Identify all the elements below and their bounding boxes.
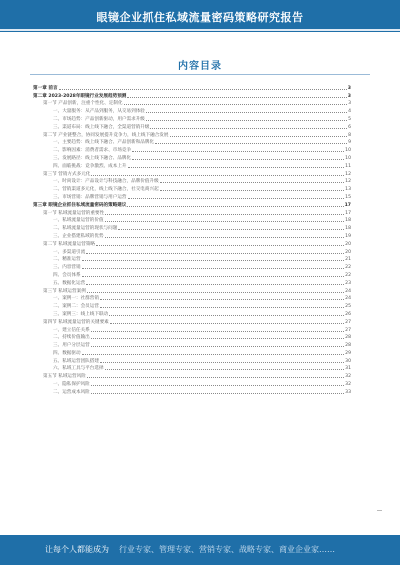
toc-entry-title: 第二章 2023-2028年眼镜行业发展趋势预测 [33,93,127,99]
toc-leader-dots [91,331,344,332]
toc-entry-title: 第三节 私域运营案例 [43,288,86,294]
toc-entry-page: 20 [345,241,351,247]
toc-entry[interactable] [33,223,351,231]
toc-entry-page: 3 [347,93,351,99]
toc-leader-dots [127,206,343,207]
toc-entry-title: 二、影响因素：消费者需求、市场竞争 [53,148,132,154]
toc-entry-title: 第一节 产品创新，注重个性化、定制化 [43,101,123,107]
toc-entry-title: 第二节 产业链整合，协同发展提升竞争力，线上线下融合发展 [43,132,169,138]
toc-entry-page: 28 [345,343,351,349]
toc-entry[interactable] [33,379,351,387]
toc-entry[interactable] [33,255,351,263]
toc-entry-page: 27 [345,327,351,333]
toc-leader-dots [100,307,344,308]
toc-entry[interactable] [33,247,351,255]
toc-entry-title: 第五节 私域运营风险 [43,374,86,380]
toc-leader-dots [146,120,347,121]
toc-leader-dots [128,198,345,199]
toc-entry-title: 六、私域工具与平台选择 [53,366,104,372]
toc-leader-dots [91,338,344,339]
toc-entry-title: 二、精准运营 [53,257,81,263]
toc-leader-dots [118,229,344,230]
toc-entry-title: 第三章 眼镜企业抓住私域流量密码的策略建议 [33,202,127,208]
toc-entry-title: 二、持续价值输出 [53,335,90,341]
toc-entry-title: 四、数据驱动 [53,350,81,356]
toc-entry[interactable] [33,130,351,138]
toc-entry[interactable] [33,286,351,294]
toc-entry-title: 一、建立信任关系 [53,327,90,333]
toc-leader-dots [87,292,344,293]
toc-entry-title: 二、营销渠道多元化，线上线下融合，社交电商兴起 [53,187,159,193]
toc-entry[interactable] [33,114,351,122]
toc-heading-rule [30,74,370,75]
toc-leader-dots [132,151,344,152]
toc-entry-page: 24 [345,296,351,302]
toc-entry-page: 19 [345,233,351,239]
toc-entry-title: 一、案例一：社群营销 [53,296,99,302]
toc-entry-page: 22 [345,265,351,271]
toc-leader-dots [155,143,347,144]
toc-leader-dots [105,214,344,215]
toc-entry[interactable] [33,333,351,341]
table-of-contents [33,83,351,395]
toc-entry-title: 二、运营成本风险 [53,389,90,395]
toc-entry-page: 11 [345,163,351,169]
toc-entry-page: 33 [345,389,351,395]
report-header [0,0,400,32]
toc-entry-title: 二、案例二：会员运营 [53,304,99,310]
report-footer [0,535,400,565]
footer-roles: 行业专家、管理专家、营销专家、战略专家、商业企业家…… [119,545,335,554]
toc-entry-title: 第四节 私域流量运营的关键要素 [43,319,109,325]
toc-leader-dots [160,190,344,191]
toc-entry[interactable] [33,184,351,192]
toc-entry-page: 17 [345,210,351,216]
toc-entry[interactable] [33,231,351,239]
toc-entry-page: 21 [345,257,351,263]
toc-leader-dots [100,362,344,363]
toc-entry[interactable] [33,91,351,99]
toc-entry-page: 20 [345,249,351,255]
toc-entry-title: 三、市场营销：品牌营销与用户运营 [53,194,127,200]
toc-entry-page: 30 [345,358,351,364]
toc-entry[interactable] [33,169,351,177]
toc-entry-page: 8 [348,132,351,138]
footer-lead: 让每个人都能成为 [45,545,109,554]
toc-leader-dots [86,284,344,285]
toc-leader-dots [82,354,345,355]
toc-heading: 内容目录 [178,61,222,72]
toc-leader-dots [110,323,344,324]
toc-entry-title: 二、市场趋势：产品创新驱动，用户需求升级 [53,116,145,122]
toc-leader-dots [105,369,345,370]
report-title: 眼镜企业抓住私域流量密码策略研究报告 [96,11,304,24]
toc-entry[interactable] [33,145,351,153]
toc-leader-dots [105,221,345,222]
toc-entry-title: 三、内容营销 [53,265,81,271]
toc-leader-dots [59,89,347,90]
toc-leader-dots [160,182,344,183]
toc-entry[interactable] [33,364,351,372]
toc-entry-page: 18 [345,226,351,232]
toc-entry[interactable] [33,278,351,286]
toc-entry-page: 23 [345,280,351,286]
toc-entry[interactable] [33,371,351,379]
toc-entry-title: 五、私域运营团队搭建 [53,358,99,364]
toc-entry-title: 一、私域流量运营的价值 [53,218,104,224]
toc-entry[interactable] [33,99,351,107]
toc-entry-page: 32 [345,382,351,388]
toc-leader-dots [128,167,345,168]
toc-entry-title: 三、渠道布局：线上线下融合，全渠道营销升级 [53,124,150,130]
toc-leader-dots [150,128,347,129]
toc-entry-page: 25 [345,304,351,310]
toc-leader-dots [82,260,345,261]
toc-leader-dots [105,237,345,238]
toc-leader-dots [91,385,344,386]
toc-entry-title: 第二节 私域流量运营策略 [43,241,95,247]
toc-entry[interactable] [33,122,351,130]
toc-entry-title: 三、用户分层运营 [53,343,90,349]
toc-entry-title: 一、多渠道引流 [53,249,86,255]
toc-entry-page: 31 [345,366,351,372]
toc-entry-page: 4 [348,109,351,115]
toc-leader-dots [86,253,344,254]
toc-entry[interactable] [33,270,351,278]
toc-entry-page: 29 [345,350,351,356]
toc-entry[interactable] [33,262,351,270]
toc-entry[interactable] [33,301,351,309]
toc-entry[interactable] [33,200,351,208]
toc-entry-page: 12 [345,171,351,177]
header-divider [0,29,400,31]
toc-entry-page: 3 [347,85,351,91]
toc-leader-dots [146,112,347,113]
toc-entry-page: 27 [345,319,351,325]
toc-leader-dots [96,245,344,246]
toc-entry[interactable] [33,325,351,333]
toc-entry[interactable] [33,138,351,146]
toc-entry[interactable] [33,317,351,325]
toc-entry[interactable] [33,192,351,200]
toc-entry-page: 22 [345,272,351,278]
toc-entry-title: 第三节 营销方式多元化 [43,171,91,177]
toc-leader-dots [109,315,344,316]
toc-entry-title: 一、隐私保护风险 [53,382,90,388]
toc-entry-title: 第一节 私域流量运营的重要性 [43,210,105,216]
toc-entry-page: 12 [345,179,351,185]
toc-entry-page: 26 [345,311,351,317]
toc-entry[interactable] [33,239,351,247]
toc-entry[interactable] [33,208,351,216]
toc-leader-dots [100,299,344,300]
toc-entry-title: 一、时尚设计：产品设计与科技融合，品牌价值升级 [53,179,159,185]
toc-entry[interactable] [33,348,351,356]
toc-entry[interactable] [33,309,351,317]
toc-entry-title: 一、大量服务：从产品到服务，从交易到体验 [53,109,145,115]
toc-entry-page: 18 [345,218,351,224]
footer-slogan [45,544,335,555]
toc-entry-page: 28 [345,335,351,341]
toc-leader-dots [82,268,345,269]
toc-entry[interactable] [33,340,351,348]
toc-entry[interactable] [33,161,351,169]
toc-entry-page: 6 [348,124,351,130]
toc-entry-page: 32 [345,374,351,380]
toc-entry[interactable] [33,177,351,185]
toc-leader-dots [91,175,344,176]
toc-entry-title: 三、发展路径：线上线下融合、品牌化 [53,155,132,161]
toc-entry[interactable] [33,153,351,161]
toc-entry-title: 二、私域流量运营的现状与问题 [53,226,118,232]
toc-leader-dots [124,104,348,105]
toc-entry-page: 10 [345,148,351,154]
toc-entry[interactable] [33,387,351,395]
toc-entry-title: 一、主要趋势：线上线下融合、产品创新和品牌化 [53,140,155,146]
toc-entry-title: 四、会员体系 [53,272,81,278]
toc-entry[interactable] [33,216,351,224]
toc-leader-dots [127,97,346,98]
toc-entry-page: 5 [348,116,351,122]
toc-entry-page: 10 [345,155,351,161]
toc-entry-page: 17 [344,202,351,208]
toc-entry[interactable] [33,356,351,364]
toc-entry-page: 9 [348,140,351,146]
toc-entry-title: 三、企业搭建私域的优势 [53,233,104,239]
toc-leader-dots [132,159,344,160]
toc-leader-dots [82,276,345,277]
toc-entry-title: 四、面临挑战：竞争激烈、成本上升 [53,163,127,169]
toc-entry-page: 15 [345,194,351,200]
page-mark [377,510,382,511]
toc-entry-page: 3 [348,101,351,107]
toc-leader-dots [91,393,344,394]
toc-leader-dots [91,346,344,347]
toc-leader-dots [170,136,348,137]
toc-entry[interactable] [33,294,351,302]
toc-entry-title: 第一章 前言 [33,85,58,91]
toc-entry-title: 五、数据化运营 [53,280,86,286]
toc-entry[interactable] [33,83,351,91]
toc-entry-title: 三、案例三：线上线下联动 [53,311,109,317]
toc-entry-page: 13 [345,187,351,193]
toc-leader-dots [87,377,344,378]
toc-entry[interactable] [33,106,351,114]
toc-entry-page: 24 [345,288,351,294]
